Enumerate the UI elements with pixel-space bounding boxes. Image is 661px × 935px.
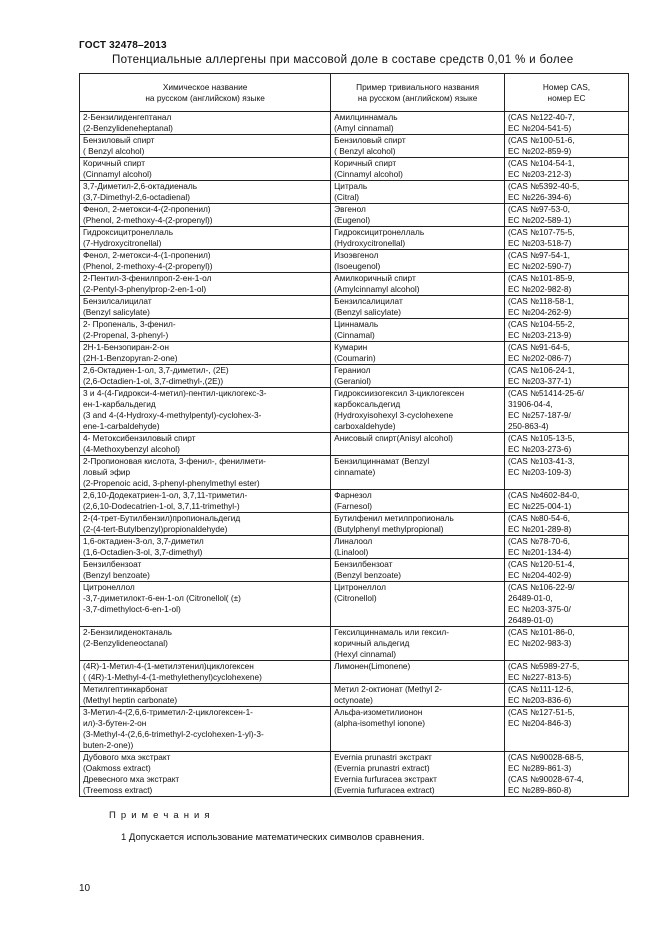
chemical-name-cell-line: ен-1-карбальдегид — [83, 399, 156, 409]
table-body — [80, 112, 629, 797]
cas-number-cell — [504, 204, 628, 227]
trivial-name-cell-line: (Hydroxyisohexyl 3-cyclohexene — [334, 410, 454, 420]
trivial-name-cell-line: (Citral) — [334, 192, 360, 202]
chemical-name-cell-line: (Methyl heptin carbonate) — [83, 695, 178, 705]
trivial-name-cell-line: (Isoeugenol) — [334, 261, 381, 271]
chemical-name-cell-line: (2-Pentyl-3-phenylprop-2-en-1-ol) — [83, 284, 207, 294]
table-row — [80, 296, 629, 319]
header-text: на русском (английском) языке — [357, 92, 478, 103]
chemical-name-cell-line: 1,6-октадиен-3-ол, 3,7-диметил — [83, 536, 204, 546]
trivial-name-cell — [331, 181, 505, 204]
trivial-name-cell-line: Гексилциннамаль или гексил- — [334, 627, 450, 637]
notes-heading: П р и м е ч а н и я — [109, 810, 211, 821]
trivial-name-cell-line: карбоксальдегид — [334, 399, 401, 409]
cas-number-cell-line: (CAS №111-12-6, — [507, 684, 574, 694]
cas-number-cell-line: (CAS №80-54-6, — [507, 513, 570, 523]
trivial-name-cell — [331, 707, 505, 752]
chemical-name-cell-line: 3,7-Диметил-2,6-октадиеналь — [83, 181, 198, 191]
trivial-name-cell — [331, 204, 505, 227]
cas-number-cell-line: (CAS №122-40-7, — [507, 112, 575, 122]
chemical-name-cell — [80, 684, 331, 707]
cas-number-cell — [504, 273, 628, 296]
trivial-name-cell-line: коричный альдегид — [334, 638, 410, 648]
trivial-name-cell-line: octynoate) — [334, 695, 373, 705]
chemical-name-cell — [80, 456, 331, 490]
chemical-name-cell — [80, 227, 331, 250]
trivial-name-cell-line: Анисовый спирт(Anisyl alcohol) — [334, 433, 453, 443]
cas-number-cell-line: (CAS №105-13-5, — [507, 433, 575, 443]
chemical-name-cell-line: Коричный спирт — [83, 158, 146, 168]
chemical-name-cell — [80, 536, 331, 559]
chemical-name-cell — [80, 661, 331, 684]
trivial-name-cell-line: Циннамаль — [334, 319, 379, 329]
header-text: номер ЕС — [547, 92, 586, 103]
table-title: Потенциальные аллергены при массовой доле в составе средств 0,01 % и более — [112, 53, 574, 66]
trivial-name-cell — [331, 752, 505, 797]
table-row — [80, 365, 629, 388]
trivial-name-cell-line: Гераниол — [334, 365, 371, 375]
trivial-name-cell — [331, 582, 505, 627]
chemical-name-cell-line: 2,6-Октадиен-1-ол, 3,7-диметил-, (2Е) — [83, 365, 229, 375]
cas-number-cell — [504, 559, 628, 582]
trivial-name-cell — [331, 661, 505, 684]
chemical-name-cell — [80, 158, 331, 181]
chemical-name-cell — [80, 250, 331, 273]
trivial-name-cell-line: (Benzyl salicylate) — [334, 307, 402, 317]
chemical-name-cell-line: (3-Methyl-4-(2,6,6-trimethyl-2-cyclohexen-1-yl)-3- — [83, 729, 264, 739]
table-row — [80, 456, 629, 490]
trivial-name-cell-line: (Farnesol) — [334, 501, 372, 511]
cas-number-cell-line: (CAS №104-54-1, — [507, 158, 575, 168]
trivial-name-cell — [331, 433, 505, 456]
cas-number-cell — [504, 433, 628, 456]
trivial-name-cell — [331, 388, 505, 433]
cas-number-cell-line: EC №225-004-1) — [507, 501, 572, 511]
trivial-name-cell-line: (Geraniol) — [334, 376, 372, 386]
chemical-name-cell-line: 4- Метоксибензиловый спирт — [83, 433, 196, 443]
trivial-name-cell-line: (Evernia furfuracea extract) — [334, 785, 435, 795]
chemical-name-cell-line: Гидроксицитронеллаль — [83, 227, 174, 237]
chemical-name-cell — [80, 365, 331, 388]
chemical-name-cell — [80, 112, 331, 135]
chemical-name-cell-line: ил)-3-бутен-2-он — [83, 718, 147, 728]
cas-number-cell-line: EC №203-212-3) — [507, 169, 572, 179]
cas-number-cell-line: (CAS №90028-67-4, — [507, 774, 584, 784]
cas-number-cell-line: EC №257-187-9/ — [507, 410, 571, 420]
page-number: 10 — [79, 883, 91, 894]
table-row — [80, 627, 629, 661]
trivial-name-cell-line: (Citronellol) — [334, 593, 377, 603]
trivial-name-cell-line: (Benzyl benzoate) — [334, 570, 402, 580]
chemical-name-cell-line: (2,6,10-Dodecatrien-1-ol, 3,7,11-trimethyl-) — [83, 501, 240, 511]
trivial-name-cell — [331, 158, 505, 181]
chemical-name-cell-line: Древесного мха экстракт — [83, 774, 180, 784]
table-row — [80, 707, 629, 752]
trivial-name-cell-line: (Amyl cinnamal) — [334, 123, 394, 133]
trivial-name-cell-line: (Evernia prunastri extract) — [334, 763, 430, 773]
table-row — [80, 319, 629, 342]
cas-number-cell-line: (CAS №106-24-1, — [507, 365, 575, 375]
cas-number-cell-line: EC №203-836-6) — [507, 695, 572, 705]
cas-number-cell — [504, 250, 628, 273]
chemical-name-cell-line: (Phenol, 2-methoxy-4-(2-propenyl)) — [83, 215, 213, 225]
trivial-name-cell-line: carboxaldehyde) — [334, 421, 396, 431]
header-text: Пример тривиального названия — [356, 81, 479, 92]
cas-number-cell-line: (CAS №103-41-3, — [507, 456, 575, 466]
cas-number-cell-line: EC №204-541-5) — [507, 123, 572, 133]
trivial-name-cell — [331, 490, 505, 513]
trivial-name-cell-line: Гидроксицитронеллаль — [334, 227, 425, 237]
cas-number-cell-line: (CAS №120-51-4, — [507, 559, 575, 569]
chemical-name-cell-line: (7-Hydroxycitronellal) — [83, 238, 162, 248]
chemical-name-cell-line: Бензилсалицилат — [83, 296, 152, 306]
cas-number-cell-line: EC №289-861-3) — [507, 763, 572, 773]
trivial-name-cell-line: Альфа-изометилионон — [334, 707, 423, 717]
trivial-name-cell-line: (Amylcinnamyl alcohol) — [334, 284, 420, 294]
cas-number-cell-line: (CAS №107-75-5, — [507, 227, 575, 237]
cas-number-cell-line: EC №202-982-8) — [507, 284, 572, 294]
header-chemical-name — [80, 74, 331, 112]
chemical-name-cell — [80, 490, 331, 513]
cas-number-cell-line: 31906-04-4, — [507, 399, 553, 409]
trivial-name-cell-line: Evernia furfuracea экстракт — [334, 774, 437, 784]
trivial-name-cell — [331, 319, 505, 342]
cas-number-cell — [504, 513, 628, 536]
chemical-name-cell — [80, 342, 331, 365]
cas-number-cell-line: (CAS №5989-27-5, — [507, 661, 580, 671]
trivial-name-cell-line: Бензиловый спирт — [334, 135, 406, 145]
chemical-name-cell — [80, 296, 331, 319]
chemical-name-cell-line: (4-Methoxybenzyl alcohol) — [83, 444, 180, 454]
cas-number-cell — [504, 684, 628, 707]
chemical-name-cell-line: (2-Benzylideneheptanal) — [83, 123, 173, 133]
cas-number-cell-line: EC №204-402-9) — [507, 570, 572, 580]
cas-number-cell-line: (CAS №101-86-0, — [507, 627, 575, 637]
chemical-name-cell-line: buten-2-one)) — [83, 740, 134, 750]
cas-number-cell-line: EC №202-589-1) — [507, 215, 572, 225]
cas-number-cell-line: (CAS №104-55-2, — [507, 319, 575, 329]
chemical-name-cell — [80, 319, 331, 342]
cas-number-cell-line: (CAS №101-85-9, — [507, 273, 575, 283]
chemical-name-cell — [80, 273, 331, 296]
trivial-name-cell — [331, 513, 505, 536]
note-item: 1 Допускается использование математических символов сравнения. — [121, 832, 425, 843]
chemical-name-cell-line: (2-(4-tert-Butylbenzyl)propionaldehyde) — [83, 524, 228, 534]
chemical-name-cell-line: (1,6-Octadien-3-ol, 3,7-dimethyl) — [83, 547, 203, 557]
trivial-name-cell-line: Цитронеллол — [334, 582, 386, 592]
chemical-name-cell-line: Бензилбензоат — [83, 559, 142, 569]
trivial-name-cell-line: (Eugenol) — [334, 215, 371, 225]
table-row — [80, 250, 629, 273]
allergens-table — [79, 73, 629, 797]
header-text: на русском (английском) языке — [145, 92, 265, 103]
cas-number-cell — [504, 661, 628, 684]
table-row — [80, 513, 629, 536]
trivial-name-cell — [331, 627, 505, 661]
trivial-name-cell-line: cinnamate) — [334, 467, 376, 477]
table-row — [80, 661, 629, 684]
cas-number-cell-line: EC №203-375-0/ — [507, 604, 571, 614]
cas-number-cell — [504, 158, 628, 181]
chemical-name-cell-line: Фенол, 2-метокси-4-(2-пропенил) — [83, 204, 211, 214]
trivial-name-cell-line: (Hydroxycitronellal) — [334, 238, 406, 248]
chemical-name-cell-line: (Cinnamyl alcohol) — [83, 169, 152, 179]
trivial-name-cell-line: Бензилбензоат — [334, 559, 393, 569]
chemical-name-cell-line: 2-Бензилиденоктаналь — [83, 627, 172, 637]
cas-number-cell — [504, 582, 628, 627]
header-text: Номер CAS, — [542, 81, 591, 92]
cas-number-cell-line: (CAS №118-58-1, — [507, 296, 574, 306]
cas-number-cell-line: EC №202-590-7) — [507, 261, 572, 271]
trivial-name-cell-line: (Cinnamal) — [334, 330, 375, 340]
cas-number-cell — [504, 135, 628, 158]
chemical-name-cell-line: 2Н-1-Бензопиран-2-он — [83, 342, 169, 352]
chemical-name-cell-line: (3,7-Dimethyl-2,6-octadienal) — [83, 192, 190, 202]
chemical-name-cell-line: Дубового мха экстракт — [83, 752, 171, 762]
cas-number-cell-line: (CAS №78-70-6, — [507, 536, 570, 546]
trivial-name-cell-line: Амилциннамаль — [334, 112, 398, 122]
trivial-name-cell-line: (Linalool) — [334, 547, 369, 557]
cas-number-cell-line: EC №227-813-5) — [507, 672, 572, 682]
cas-number-cell — [504, 388, 628, 433]
trivial-name-cell-line: (Cinnamyl alcohol) — [334, 169, 403, 179]
trivial-name-cell — [331, 684, 505, 707]
cas-number-cell-line: EC №289-860-8) — [507, 785, 572, 795]
trivial-name-cell-line: (Hexyl cinnamal) — [334, 649, 396, 659]
cas-number-cell-line: EC №203-377-1) — [507, 376, 572, 386]
table-row — [80, 752, 629, 797]
trivial-name-cell-line: Гидроксиизогексил 3-циклогексен — [334, 388, 465, 398]
table-header-row — [80, 74, 629, 112]
table-row — [80, 684, 629, 707]
trivial-name-cell-line: ( Benzyl alcohol) — [334, 146, 396, 156]
cas-number-cell-line: (CAS №127-51-5, — [507, 707, 575, 717]
header-text: Химическое название — [162, 81, 248, 92]
chemical-name-cell-line: (Phenol, 2-methoxy-4-(2-propenyl)) — [83, 261, 213, 271]
chemical-name-cell-line: (2,6-Octadien-1-ol, 3,7-dimethyl-,(2E)) — [83, 376, 224, 386]
table-row — [80, 388, 629, 433]
cas-number-cell-line: EC №203-109-3) — [507, 467, 572, 477]
chemical-name-cell-line: ene-1-carbaldehyde) — [83, 421, 160, 431]
chemical-name-cell-line: (Oakmoss extract) — [83, 763, 151, 773]
trivial-name-cell-line: (alpha-isomethyl ionone) — [334, 718, 426, 728]
cas-number-cell-line: EC №203-273-6) — [507, 444, 572, 454]
chemical-name-cell-line: -3,7-диметилокт-6-ен-1-ол (Citronellol( (±) — [83, 593, 241, 603]
chemical-name-cell-line: (2-Benzylideneoctanal) — [83, 638, 168, 648]
chemical-name-cell — [80, 433, 331, 456]
table-row — [80, 158, 629, 181]
trivial-name-cell — [331, 536, 505, 559]
chemical-name-cell-line: ( Benzyl alcohol) — [83, 146, 145, 156]
trivial-name-cell-line: Эвгенол — [334, 204, 366, 214]
cas-number-cell-line: (CAS №97-54-1, — [507, 250, 570, 260]
cas-number-cell — [504, 112, 628, 135]
trivial-name-cell — [331, 342, 505, 365]
cas-number-cell-line: EC №202-983-3) — [507, 638, 572, 648]
trivial-name-cell-line: Бензилциннамат (Benzyl — [334, 456, 430, 466]
trivial-name-cell-line: Лимонен(Limonene) — [334, 661, 411, 671]
cas-number-cell — [504, 181, 628, 204]
chemical-name-cell-line: (Benzyl salicylate) — [83, 307, 150, 317]
chemical-name-cell-line: Фенол, 2-метокси-4-(1-пропенил) — [83, 250, 211, 260]
table-row — [80, 273, 629, 296]
chemical-name-cell-line: Метилгептинкарбонат — [83, 684, 168, 694]
chemical-name-cell — [80, 582, 331, 627]
cas-number-cell — [504, 456, 628, 490]
cas-number-cell — [504, 296, 628, 319]
trivial-name-cell-line: Метил 2-октионат (Methyl 2- — [334, 684, 442, 694]
trivial-name-cell — [331, 365, 505, 388]
table-row — [80, 204, 629, 227]
chemical-name-cell — [80, 135, 331, 158]
cas-number-cell-line: EC №204-262-9) — [507, 307, 572, 317]
trivial-name-cell — [331, 227, 505, 250]
trivial-name-cell-line: Кумарин — [334, 342, 368, 352]
trivial-name-cell — [331, 273, 505, 296]
table-row — [80, 582, 629, 627]
chemical-name-cell-line: Цитронеллол — [83, 582, 135, 592]
cas-number-cell-line: (CAS №90028-68-5, — [507, 752, 584, 762]
chemical-name-cell-line: 2,6,10-Додекатриен-1-ол, 3,7,11-триметил- — [83, 490, 248, 500]
chemical-name-cell-line: 2- Пропеналь, 3-фенил- — [83, 319, 176, 329]
table-row — [80, 342, 629, 365]
header-trivial-name — [331, 74, 505, 112]
table-row — [80, 536, 629, 559]
chemical-name-cell-line: (4R)-1-Метил-4-(1-метилэтенил)циклогексен — [83, 661, 254, 671]
trivial-name-cell-line: Фарнезол — [334, 490, 372, 500]
trivial-name-cell — [331, 250, 505, 273]
chemical-name-cell — [80, 627, 331, 661]
cas-number-cell — [504, 227, 628, 250]
trivial-name-cell-line: (Butylphenyl methylpropional) — [334, 524, 444, 534]
chemical-name-cell-line: ловый эфир — [83, 467, 131, 477]
chemical-name-cell-line: Бензиловый спирт — [83, 135, 155, 145]
chemical-name-cell-line: 3 и 4-(4-Гидрокси-4-метил)-пентил-циклогекс-3- — [83, 388, 267, 398]
cas-number-cell-line: EC №226-394-6) — [507, 192, 572, 202]
chemical-name-cell — [80, 752, 331, 797]
chemical-name-cell-line: (Treemoss extract) — [83, 785, 153, 795]
cas-number-cell-line: EC №203-518-7) — [507, 238, 572, 248]
cas-number-cell — [504, 536, 628, 559]
header-cas-number — [504, 74, 628, 112]
table-row — [80, 490, 629, 513]
chemical-name-cell-line: (2-Propenoic acid, 3-phenyl-phenylmethyl ester) — [83, 478, 260, 488]
cas-number-cell — [504, 365, 628, 388]
chemical-name-cell — [80, 707, 331, 752]
cas-number-cell-line: (CAS №4602-84-0, — [507, 490, 580, 500]
chemical-name-cell-line: 2-Пентил-3-фенилпроп-2-ен-1-ол — [83, 273, 212, 283]
cas-number-cell-line: EC №204-846-3) — [507, 718, 572, 728]
cas-number-cell-line: (CAS №5392-40-5, — [507, 181, 580, 191]
table-row — [80, 433, 629, 456]
cas-number-cell-line: 26489-01-0) — [507, 615, 554, 625]
chemical-name-cell — [80, 204, 331, 227]
cas-number-cell-line: EC №201-134-4) — [507, 547, 572, 557]
trivial-name-cell-line: Бензилсалицилат — [334, 296, 403, 306]
chemical-name-cell-line: (3 and 4-(4-Hydroxy-4-methylpentyl)-cyclohex-3- — [83, 410, 262, 420]
trivial-name-cell-line: Evernia prunastri экстракт — [334, 752, 432, 762]
chemical-name-cell-line: 2-Бензилиденгептанал — [83, 112, 172, 122]
chemical-name-cell-line: (Benzyl benzoate) — [83, 570, 150, 580]
trivial-name-cell — [331, 559, 505, 582]
trivial-name-cell-line: Изоэвгенол — [334, 250, 379, 260]
cas-number-cell-line: (CAS №51414-25-6/ — [507, 388, 584, 398]
chemical-name-cell-line: -3,7-dimethyloct-6-en-1-ol) — [83, 604, 181, 614]
cas-number-cell-line: EC №202-859-9) — [507, 146, 572, 156]
trivial-name-cell-line: Амилкоричный спирт — [334, 273, 416, 283]
standard-code: ГОСТ 32478–2013 — [79, 40, 167, 51]
cas-number-cell-line: (CAS №106-22-9/ — [507, 582, 575, 592]
trivial-name-cell-line: Коричный спирт — [334, 158, 397, 168]
table-row — [80, 112, 629, 135]
chemical-name-cell-line: (2H-1-Benzopyran-2-one) — [83, 353, 178, 363]
cas-number-cell — [504, 490, 628, 513]
chemical-name-cell-line: (2-Propenal, 3-phenyl-) — [83, 330, 169, 340]
chemical-name-cell-line: 2-Пропионовая кислота, 3-фенил-, фенилмети- — [83, 456, 266, 466]
chemical-name-cell — [80, 388, 331, 433]
chemical-name-cell — [80, 181, 331, 204]
cas-number-cell-line: 250-863-4) — [507, 421, 549, 431]
cas-number-cell-line: (CAS №97-53-0, — [507, 204, 570, 214]
table-row — [80, 135, 629, 158]
cas-number-cell — [504, 627, 628, 661]
chemical-name-cell-line: 2-(4-трет-Бутилбензил)пропиональдегид — [83, 513, 241, 523]
chemical-name-cell-line: ( (4R)-1-Methyl-4-(1-methylethenyl)cyclohexene) — [83, 672, 262, 682]
cas-number-cell-line: 26489-01-0, — [507, 593, 553, 603]
cas-number-cell — [504, 752, 628, 797]
table-row — [80, 559, 629, 582]
table-row — [80, 181, 629, 204]
trivial-name-cell-line: Бутилфенил метилпропиональ — [334, 513, 454, 523]
trivial-name-cell-line: Линалоол — [334, 536, 373, 546]
cas-number-cell-line: EC №201-289-8) — [507, 524, 572, 534]
trivial-name-cell — [331, 112, 505, 135]
cas-number-cell — [504, 707, 628, 752]
trivial-name-cell — [331, 135, 505, 158]
cas-number-cell-line: EC №202-086-7) — [507, 353, 572, 363]
cas-number-cell — [504, 319, 628, 342]
trivial-name-cell-line: (Coumarin) — [334, 353, 376, 363]
cas-number-cell-line: EC №203-213-9) — [507, 330, 572, 340]
trivial-name-cell — [331, 296, 505, 319]
cas-number-cell-line: (CAS №100-51-6, — [507, 135, 575, 145]
cas-number-cell — [504, 342, 628, 365]
table-row — [80, 227, 629, 250]
trivial-name-cell-line: Цитраль — [334, 181, 368, 191]
cas-number-cell-line: (CAS №91-64-5, — [507, 342, 570, 352]
chemical-name-cell-line: 3-Метил-4-(2,6,6-триметил-2-циклогексен-1- — [83, 707, 253, 717]
chemical-name-cell — [80, 513, 331, 536]
trivial-name-cell — [331, 456, 505, 490]
chemical-name-cell — [80, 559, 331, 582]
